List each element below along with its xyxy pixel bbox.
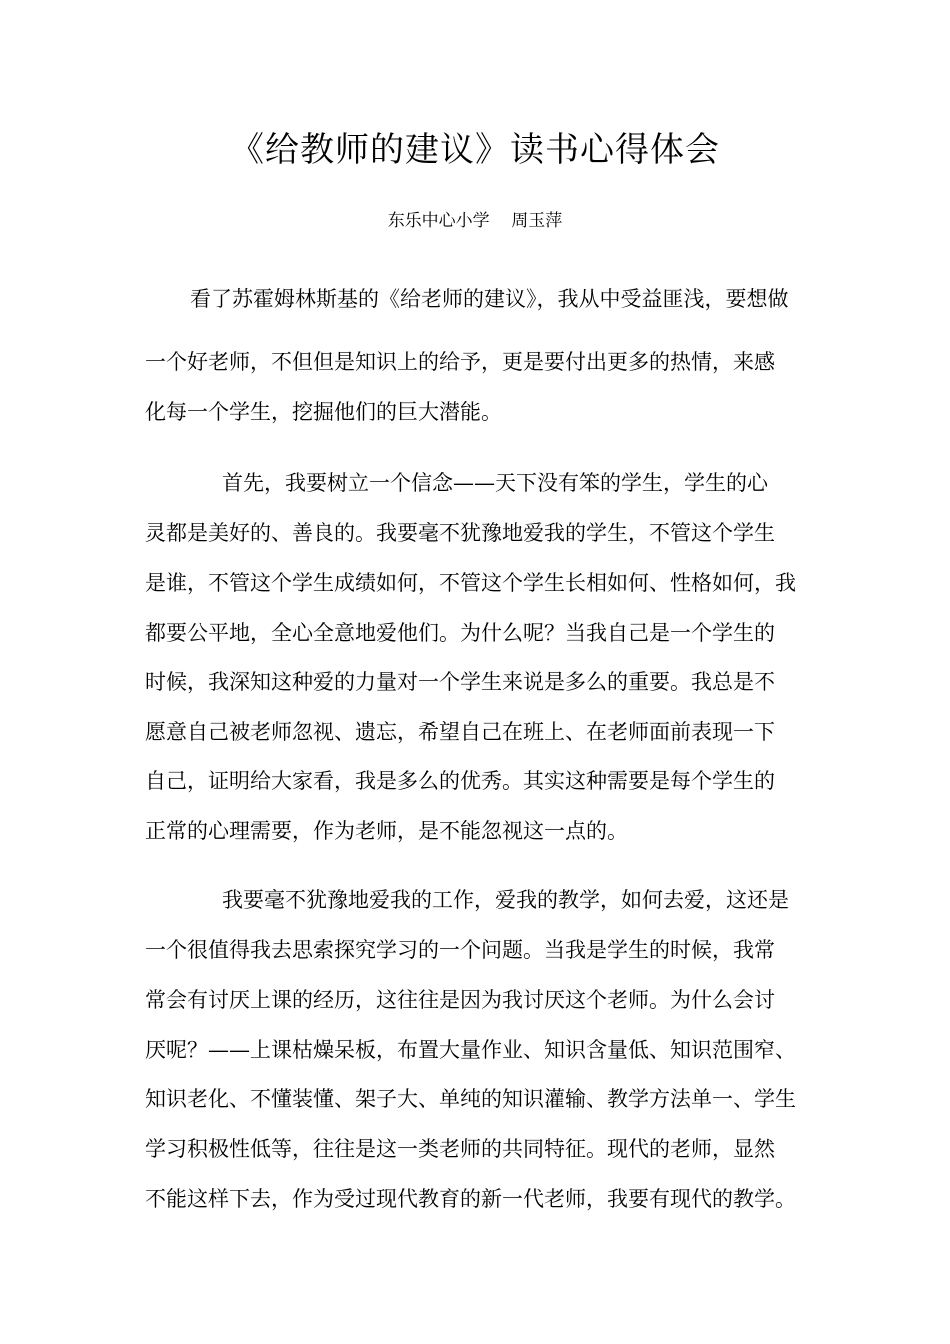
paragraph-3-line-4: 厌呢？——上课枯燥呆板，布置大量作业、知识含量低、知识范围窄、 — [145, 1038, 796, 1062]
paragraph-3-line-3: 常会有讨厌上课的经历，这往往是因为我讨厌这个老师。为什么会讨 — [145, 988, 775, 1012]
paragraph-3-line-5: 知识老化、不懂装懂、架子大、单纯的知识灌输、教学方法单一、学生 — [145, 1087, 796, 1111]
paragraph-2-line-2: 灵都是美好的、善良的。我要毫不犹豫地爱我的学生，不管这个学生 — [145, 521, 775, 545]
paragraph-2-line-6: 愿意自己被老师忽视、遗忘，希望自己在班上、在老师面前表现一下 — [145, 720, 775, 744]
paragraph-2-line-8: 正常的心理需要，作为老师，是不能忽视这一点的。 — [145, 819, 628, 843]
paragraph-2-line-7: 自己，证明给大家看，我是多么的优秀。其实这种需要是每个学生的 — [145, 769, 775, 793]
paragraph-2-line-1: 首先，我要树立一个信念——天下没有笨的学生，学生的心 — [222, 471, 768, 495]
paragraph-2-line-3: 是谁，不管这个学生成绩如何，不管这个学生长相如何、性格如何，我 — [145, 571, 796, 595]
paragraph-3-line-7: 不能这样下去，作为受过现代教育的新一代老师，我要有现代的教学。 — [145, 1187, 796, 1211]
paragraph-1-line-1: 看了苏霍姆林斯基的《给老师的建议》，我从中受益匪浅，要想做 — [190, 287, 789, 311]
paragraph-2-line-5: 时候，我深知这种爱的力量对一个学生来说是多么的重要。我总是不 — [145, 670, 775, 694]
paragraph-1-line-2: 一个好老师，不但但是知识上的给予，更是要付出更多的热情，来感 — [145, 350, 775, 374]
paragraph-1-line-3: 化每一个学生，挖掘他们的巨大潜能。 — [145, 400, 502, 424]
paragraph-3-line-2: 一个很值得我去思索探究学习的一个问题。当我是学生的时候，我常 — [145, 938, 775, 962]
paragraph-3-line-1: 我要毫不犹豫地爱我的工作，爱我的教学，如何去爱，这还是 — [222, 888, 789, 912]
paragraph-3-line-6: 学习积极性低等，往往是这一类老师的共同特征。现代的老师，显然 — [145, 1137, 775, 1161]
document-title: 《给教师的建议》读书心得体会 — [230, 130, 720, 170]
paragraph-2-line-4: 都要公平地，全心全意地爱他们。为什么呢？当我自己是一个学生的 — [145, 621, 775, 645]
author-line: 东乐中心小学 周玉萍 — [387, 211, 563, 231]
